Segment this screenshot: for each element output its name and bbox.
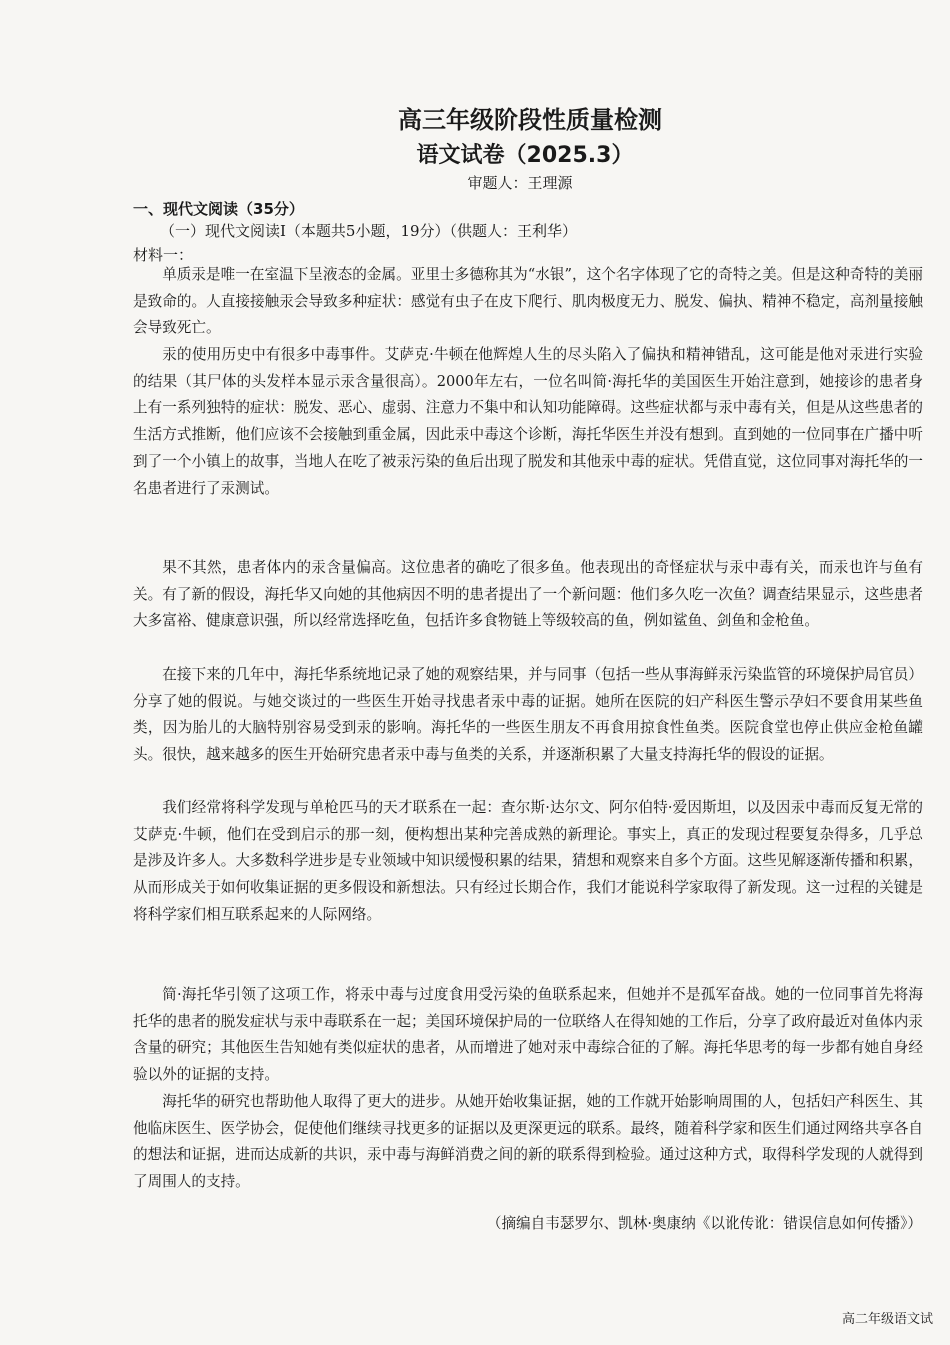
- material-label: 材料一：: [133, 246, 194, 264]
- reviewer-line: 审题人：王理源: [467, 174, 573, 192]
- paragraph: 果不其然，患者体内的汞含量偏高。这位患者的确吃了很多鱼。他表现出的奇怪症状与汞中毒有关，而汞也许与鱼有关。有了新的假设，海托华又向她的其他病因不明的患者提出了一个新问题：他们多久吃一次鱼？调查结果显示，这些患者大多富裕、健康意识强，所以经常选择吃鱼，包括许多食物链上等级较高的鱼，例如鲨鱼、剑鱼和金枪鱼。: [133, 559, 923, 630]
- paragraph: 在接下来的几年中，海托华系统地记录了她的观察结果，并与同事（包括一些从事海鲜汞污染监管的环境保护局官员）分享了她的假说。与她交谈过的一些医生开始寻找患者汞中毒的证据。她所在医院的妇产科医生警示孕妇不要食用某些鱼类，因为胎儿的大脑特别容易受到汞的影响。海托华的一些医生朋友不再食用掠食性鱼类。医院食堂也停止供应金枪鱼罐头。很快，越来越多的医生开始研究患者汞中毒与鱼类的关系，并逐渐积累了大量支持海托华的假设的证据。: [133, 666, 923, 764]
- paragraph: 简·海托华引领了这项工作，将汞中毒与过度食用受污染的鱼联系起来，但她并不是孤军奋战。她的一位同事首先将海托华的患者的脱发症状与汞中毒联系在一起；美国环境保护局的一位联络人在得知她的工作后，分享了政府最近对鱼体内汞含量的研究；其他医生告知她有类似症状的患者，从而增进了她对汞中毒综合征的了解。海托华思考的每一步都有她自身经验以外的证据的支持。: [133, 986, 923, 1084]
- paragraph: 汞的使用历史中有很多中毒事件。艾萨克·牛顿在他辉煌人生的尽头陷入了偏执和精神错乱，这可能是他对汞进行实验的结果（其尸体的头发样本显示汞含量很高）。2000年左右，一位名叫简·海托华的美国医生开始注意到，她接诊的患者身上有一系列独特的症状：脱发、恶心、虚弱、注意力不集中和认知功能障碍。这些症状都与汞中毒有关，但是从这些患者的生活方式推断，他们应该不会接触到重金属，因此汞中毒这个诊断，海托华医生并没有想到。直到她的一位同事在广播中听到了一个小镇上的故事，当地人在吃了被汞污染的鱼后出现了脱发和其他汞中毒的症状。凭借直觉，这位同事对海托华的一名患者进行了汞测试。: [133, 346, 923, 497]
- paragraph: 我们经常将科学发现与单枪匹马的天才联系在一起：查尔斯·达尔文、阿尔伯特·爱因斯坦，以及因汞中毒而反复无常的艾萨克·牛顿，他们在受到启示的那一刻，便构想出某种完善成熟的新理论。事实上，真正的发现过程要复杂得多，几乎总是涉及许多人。大多数科学进步是专业领域中知识缓慢积累的结果，猜想和观察来自多个方面。这些见解逐渐传播和积累，从而形成关于如何收集证据的更多假设和新想法。只有经过长期合作，我们才能说科学家取得了新发现。这一过程的关键是将科学家们相互联系起来的人际网络。: [133, 799, 923, 923]
- page-footer: 高二年级语文试: [842, 1312, 934, 1327]
- paragraph: 海托华的研究也帮助他人取得了更大的进步。从她开始收集证据，她的工作就开始影响周围的人，包括妇产科医生、其他临床医生、医学协会，促使他们继续寻找更多的证据以及更深更远的联系。最终，随着科学家和医生们通过网络共享各自的想法和证据，进而达成新的共识，汞中毒与海鲜消费之间的新的联系得到检验。通过这种方式，取得科学发现的人就得到了周围人的支持。: [133, 1093, 923, 1191]
- paragraph: 单质汞是唯一在室温下呈液态的金属。亚里士多德称其为“水银”，这个名字体现了它的奇特之美。但是这种奇特的美丽是致命的。人直接接触汞会导致多种症状：感觉有虫子在皮下爬行、肌肉极度无力、脱发、偏执、精神不稳定，高剂量接触会导致死亡。: [133, 266, 923, 337]
- source-citation: （摘编自韦瑟罗尔、凯林·奥康纳《以讹传讹：错误信息如何传播》）: [486, 1215, 922, 1232]
- section-heading: 一、现代文阅读（35分）: [133, 200, 304, 218]
- exam-subtitle: 语文试卷（2025.3）: [416, 143, 634, 168]
- subsection-heading: （一）现代文阅读Ⅰ（本题共5小题，19分）（供题人：王利华）: [160, 222, 578, 240]
- exam-title: 高三年级阶段性质量检测: [398, 106, 662, 134]
